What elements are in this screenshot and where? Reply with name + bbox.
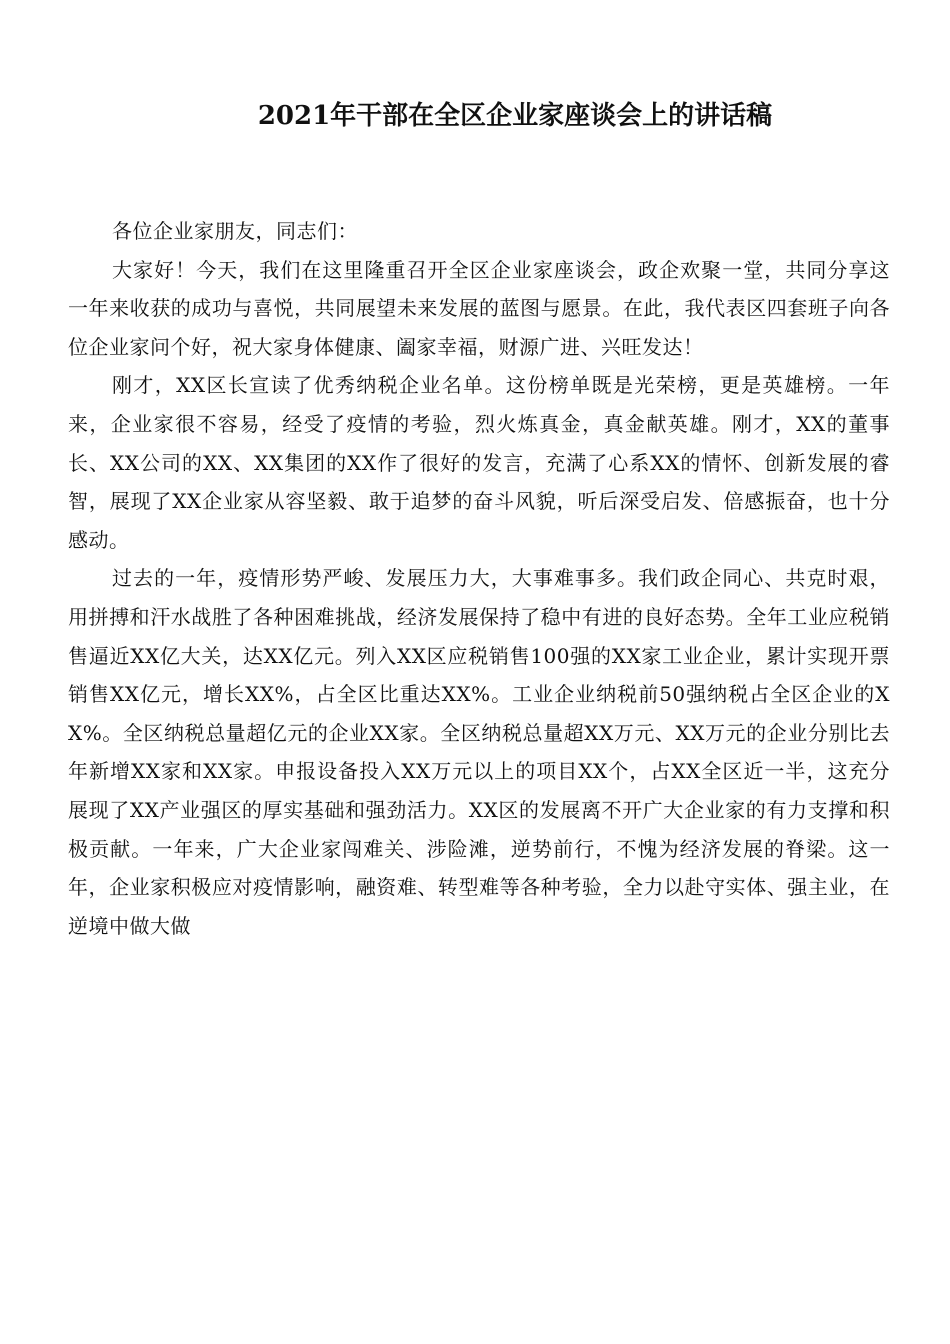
paragraph-honor-list: 刚才，XX区长宣读了优秀纳税企业名单。这份榜单既是光荣榜，更是英雄榜。一年来，企业家很不容易，经受了疫情的考验，烈火炼真金，真金献英雄。刚才，XX的董事长、XX公司的XX、XX集团的XX作了很好的发言，充满了心系XX的情怀、创新发展的睿智，展现了XX企业家从容坚毅、敢于追梦的奋斗风貌，听后深受启发、倍感振奋，也十分感动。 <box>68 373 890 552</box>
paragraph-greeting: 大家好！今天，我们在这里隆重召开全区企业家座谈会，政企欢聚一堂，共同分享这一年来收获的成功与喜悦，共同展望未来发展的蓝图与愿景。在此，我代表区四套班子向各位企业家问个好，祝大家身体健康、阖家幸福，财源广进、兴旺发达！ <box>68 257 890 359</box>
paragraph-salutation: 各位企业家朋友，同志们： <box>112 219 358 243</box>
paragraph-review: 过去的一年，疫情形势严峻、发展压力大，大事难事多。我们政企同心、共克时艰，用拼搏和汗水战胜了各种困难挑战，经济发展保持了稳中有进的良好态势。全年工业应税销售逼近XX亿大关，达XX亿元。列入XX区应税销售100强的XX家工业企业，累计实现开票销售XX亿元，增长XX%，占全区比重达XX%。工业企业纳税前50强纳税占全区企业的XX%。全区纳税总量超亿元的企业XX家。全区纳税总量超XX万元、XX万元的企业分别比去年新增XX家和XX家。申报设备投入XX万元以上的项目XX个，占XX全区近一半，这充分展现了XX产业强区的厚实基础和强劲活力。XX区的发展离不开广大企业家的有力支撑和积极贡献。一年来，广大企业家闯难关、涉险滩，逆势前行，不愧为经济发展的脊梁。这一年，企业家积极应对疫情影响，融资难、转型难等各种考验，全力以赴守实体、强主业，在逆境中做大做 <box>68 566 890 938</box>
document-title: 2021年干部在全区企业家座谈会上的讲话稿 <box>257 101 773 131</box>
document-body <box>68 212 890 945</box>
